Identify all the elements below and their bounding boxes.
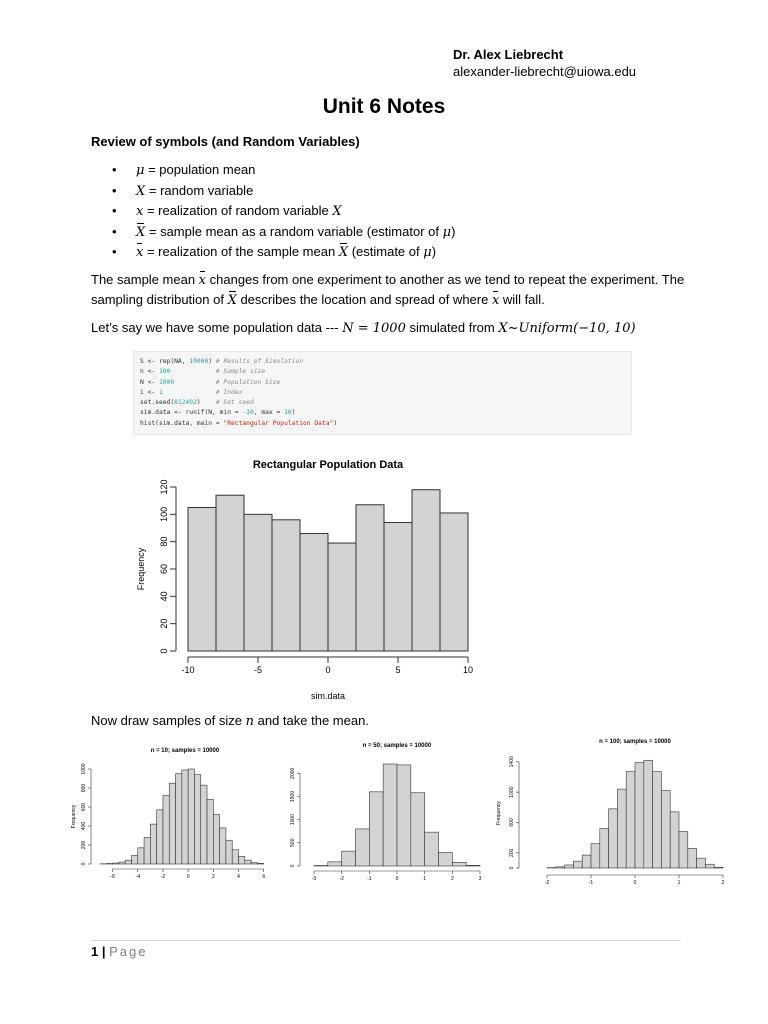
x-tick-label: 2 <box>211 874 215 880</box>
histogram-bar <box>328 543 356 651</box>
histogram-bar <box>119 862 125 864</box>
code-line: n <- 100 # Sample size <box>140 368 266 376</box>
x-tick-label: -2 <box>544 880 550 886</box>
author-block <box>453 46 636 80</box>
histogram-bar <box>439 853 453 866</box>
histogram-bar <box>239 856 245 864</box>
histogram-bar <box>635 763 644 868</box>
histogram-bar <box>573 861 582 868</box>
histogram-bar <box>216 495 244 651</box>
histogram-bar <box>688 848 697 868</box>
histogram-bar <box>383 764 397 866</box>
x-tick-label: 1 <box>423 876 427 882</box>
y-tick-label: 80 <box>159 536 169 547</box>
histogram-n50 <box>280 735 490 885</box>
histogram-bar <box>194 775 200 864</box>
histogram-bar <box>705 864 714 868</box>
histogram-bar <box>440 513 468 651</box>
histogram-bar <box>369 792 383 866</box>
x-tick-label: 5 <box>395 665 401 675</box>
x-tick-label: -4 <box>135 874 141 880</box>
x-tick-label: -2 <box>339 876 344 882</box>
y-tick-label: 0 <box>159 648 169 654</box>
x-tick-label: 10 <box>462 665 474 675</box>
x-tick-label: 1 <box>677 880 681 886</box>
x-tick-label: -3 <box>311 876 317 882</box>
y-axis-label: Frequency <box>71 804 77 829</box>
histogram-bar <box>565 865 574 868</box>
population-paragraph: Let’s say we have some population data --- N = 1000 simulated from X~Uniform(−10, 10) <box>91 320 636 336</box>
x-tick-label: 2 <box>721 880 725 886</box>
histogram-bar <box>244 514 272 651</box>
y-axis-label: Frequency <box>496 801 502 825</box>
code-line: i <- 1 # Index <box>140 388 243 396</box>
histogram-bar <box>220 828 226 864</box>
y-tick-label: 2000 <box>290 767 296 779</box>
histogram-n10 <box>70 740 275 880</box>
histogram-bar <box>138 848 144 864</box>
histogram-bar <box>257 863 263 864</box>
histogram-bar <box>697 858 706 868</box>
y-tick-label: 0 <box>290 864 296 868</box>
histogram-bar <box>653 772 662 868</box>
histogram-bar <box>466 865 480 866</box>
histogram-bar <box>609 809 618 868</box>
y-tick-label: 20 <box>159 618 169 629</box>
histogram-bar <box>176 774 182 864</box>
code-line: S <- rep(NA, 10000) # Results of Simulation <box>140 358 304 365</box>
y-tick-label: 600 <box>81 802 87 812</box>
x-tick-label: -5 <box>253 665 263 675</box>
histogram-bar <box>157 810 163 864</box>
y-tick-label: 800 <box>81 783 87 793</box>
histogram-bar <box>201 785 207 864</box>
x-tick-label: 4 <box>237 874 240 880</box>
x-tick-label: -6 <box>110 874 115 880</box>
histogram-bar <box>397 765 411 866</box>
y-tick-label: 200 <box>81 840 87 850</box>
y-tick-label: 1000 <box>81 763 87 775</box>
histogram-bar <box>582 855 591 868</box>
histogram-bar <box>600 829 609 868</box>
histogram-bar <box>356 829 370 866</box>
histogram-bar <box>213 815 219 864</box>
code-line: N <- 1000 # Population Size <box>140 378 281 386</box>
histogram-bar <box>272 520 300 651</box>
histogram-bar <box>412 490 440 651</box>
author-name: Dr. Alex Liebrecht <box>453 47 564 62</box>
author-email: alexander-liebrecht@uiowa.edu <box>453 64 637 79</box>
list-item: • X = sample mean as a random variable (estimator of μ) <box>112 222 455 243</box>
section-heading: Review of symbols (and Random Variables) <box>91 134 360 149</box>
list-item: • x = realization of random variable X <box>112 201 455 222</box>
code-line: hist(sim.data, main = "Rectangular Population Data") <box>140 419 338 427</box>
histogram-bar <box>714 867 723 868</box>
y-tick-label: 1000 <box>290 814 296 826</box>
histogram-bar <box>452 862 466 866</box>
samples-paragraph: Now draw samples of size n and take the mean. <box>91 713 369 729</box>
x-tick-label: 2 <box>450 876 454 882</box>
histogram-bar <box>411 793 425 866</box>
histogram-bar <box>188 769 194 864</box>
histogram-bar <box>644 760 653 868</box>
x-tick-label: -1 <box>367 876 372 882</box>
histogram-bar <box>207 799 213 864</box>
histogram-bar <box>679 832 688 868</box>
y-tick-label: 1500 <box>290 790 296 803</box>
histogram-bar <box>188 508 216 652</box>
histogram-bar <box>125 860 131 864</box>
code-line: set.seed(812492) # Set seed <box>140 399 254 407</box>
histogram-bar <box>617 789 626 868</box>
symbol-list <box>112 160 455 263</box>
x-tick-label: -1 <box>588 880 594 886</box>
histogram-bar <box>232 850 238 864</box>
x-axis-label: sim.data <box>310 691 346 701</box>
x-tick-label: -10 <box>181 665 195 675</box>
histogram-bar <box>251 863 257 864</box>
x-tick-label: 6 <box>262 874 266 880</box>
histogram-bar <box>661 791 670 868</box>
histogram-bar <box>300 533 328 651</box>
y-tick-label: 500 <box>290 838 296 847</box>
list-item: • μ = population mean <box>112 160 455 181</box>
histogram-bar <box>556 867 565 868</box>
histogram-bar <box>245 860 251 864</box>
page-number: 1 | Page <box>91 944 148 959</box>
chart-title: n = 100; samples = 10000 <box>599 739 671 745</box>
page-title: Unit 6 Notes <box>322 95 446 118</box>
histogram-bar <box>163 796 169 864</box>
x-tick-label: 0 <box>325 665 331 675</box>
y-tick-label: 1000 <box>509 786 515 798</box>
histogram-bar <box>169 783 175 864</box>
x-tick-label: 0 <box>186 874 190 880</box>
x-tick-label: 3 <box>478 876 482 882</box>
histogram-bar <box>425 832 439 866</box>
histogram-bar <box>670 812 679 868</box>
footer-divider <box>91 940 681 941</box>
y-tick-label: 0 <box>509 866 515 870</box>
y-tick-label: 60 <box>159 563 169 575</box>
histogram-bar <box>591 844 600 868</box>
histogram-bar <box>626 772 635 868</box>
sampling-paragraph: The sample mean x changes from one experiment to another as we tend to repeat the experiment. The sampling distribution of X describes the location and spread of where x will fall. <box>91 272 685 308</box>
histogram-bar <box>384 523 412 651</box>
chart-title: n = 10; samples = 10000 <box>150 748 220 754</box>
y-tick-label: 1400 <box>509 756 515 768</box>
x-tick-label: 0 <box>633 880 637 886</box>
chart-title: Rectangular Population Data <box>252 459 404 471</box>
list-item: • X = random variable <box>112 181 455 202</box>
histogram-bar <box>131 855 137 864</box>
y-tick-label: 400 <box>81 821 87 831</box>
x-tick-label: 0 <box>395 876 399 882</box>
histogram-bar <box>226 840 232 864</box>
histogram-bar <box>113 863 119 864</box>
histogram-bar <box>342 851 356 866</box>
histogram-bar <box>144 837 150 864</box>
histogram-bar <box>356 505 384 651</box>
x-tick-label: -2 <box>160 874 166 880</box>
y-tick-label: 40 <box>159 591 169 602</box>
y-tick-label: 600 <box>509 818 515 827</box>
list-item: • x = realization of the sample mean X (estimate of μ) <box>112 242 455 263</box>
histogram-bar <box>182 770 188 864</box>
y-axis-label: Frequency <box>136 547 146 591</box>
histogram-bar <box>150 824 156 864</box>
y-tick-label: 100 <box>159 506 169 522</box>
code-block <box>133 351 632 435</box>
y-tick-label: 120 <box>159 479 169 495</box>
histogram-n100 <box>495 730 730 890</box>
chart-title: n = 50; samples = 10000 <box>362 743 432 749</box>
histogram-bar <box>328 862 342 866</box>
population-histogram <box>130 443 640 705</box>
y-tick-label: 0 <box>81 862 87 866</box>
y-tick-label: 200 <box>509 848 515 857</box>
code-line: sim.data <- runif(N, min = -10, max = 10) <box>140 409 296 417</box>
